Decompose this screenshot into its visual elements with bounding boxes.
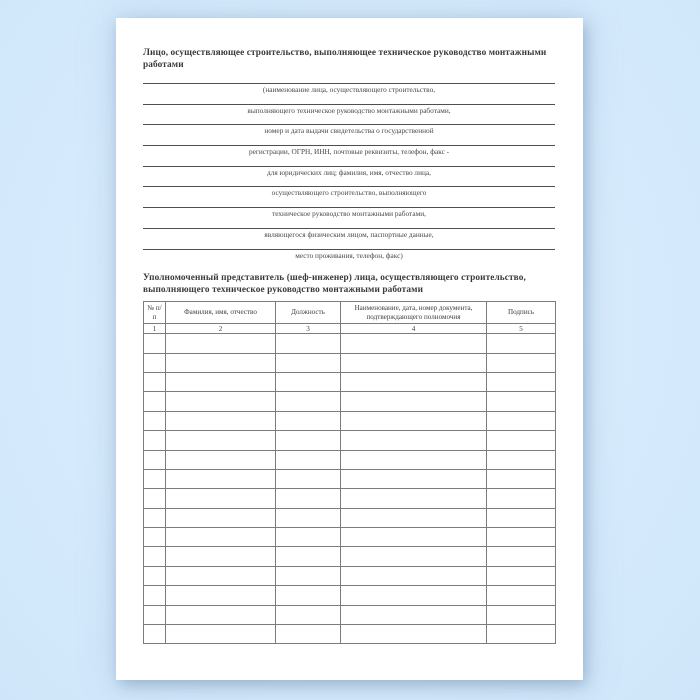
table-cell [487, 411, 556, 430]
table-cell [166, 353, 276, 372]
table-cell [276, 469, 341, 488]
section1-title: Лицо, осуществляющее строительство, выполняющее техническое руководство монтажными работами [143, 48, 547, 70]
table-cell [144, 547, 166, 566]
col-header-signature: Подпись [487, 302, 556, 324]
section2-title: Уполномоченный представитель (шеф-инженер) лица, осуществляющего строительство, выполняющего техническое руководство монтажными работами [143, 273, 526, 296]
table-cell [144, 605, 166, 624]
table-row [144, 334, 556, 353]
table-cell [144, 566, 166, 585]
table-cell [276, 528, 341, 547]
table-cell [341, 411, 487, 430]
blank-line-caption: являющегося физическим лицом, паспортные данные, [264, 229, 434, 239]
table-cell [166, 547, 276, 566]
blank-line-caption: осуществляющего строительство, выполняющего [271, 188, 427, 198]
table-row [144, 528, 556, 547]
blank-line-unit [143, 207, 555, 228]
table-row [144, 605, 556, 624]
column-number: 4 [341, 324, 487, 334]
table-cell [276, 334, 341, 353]
table-row [144, 566, 556, 585]
table-cell [341, 489, 487, 508]
table-cell [166, 586, 276, 605]
table-cell [276, 605, 341, 624]
table-cell [341, 528, 487, 547]
table-cell [487, 450, 556, 469]
table-row [144, 586, 556, 605]
table-cell [487, 566, 556, 585]
table-cell [144, 431, 166, 450]
table-row [144, 372, 556, 391]
table-header-row [144, 302, 556, 324]
blank-line-unit [143, 228, 555, 249]
table-cell [144, 353, 166, 372]
table-row [144, 392, 556, 411]
col-header-number: № п/п [144, 302, 166, 324]
table-cell [487, 392, 556, 411]
table-cell [144, 392, 166, 411]
table-cell [276, 586, 341, 605]
table-cell [341, 334, 487, 353]
table-row [144, 489, 556, 508]
table-cell [166, 334, 276, 353]
table-cell [276, 566, 341, 585]
blank-line-caption: выполняющего техническое руководство монтажными работами, [247, 105, 451, 115]
table-cell [166, 450, 276, 469]
table-cell [341, 392, 487, 411]
col-header-document: Наименование, дата, номер документа, подтверждающего полномочия [341, 302, 487, 324]
table-row [144, 547, 556, 566]
table-cell [144, 372, 166, 391]
table-cell [487, 372, 556, 391]
table-row [144, 431, 556, 450]
table-row [144, 469, 556, 488]
table-cell [166, 508, 276, 527]
table-cell [144, 586, 166, 605]
column-number: 1 [144, 324, 166, 334]
table-cell [487, 431, 556, 450]
blank-line-unit [143, 186, 555, 207]
table-cell [144, 334, 166, 353]
table-cell [341, 586, 487, 605]
table-row [144, 508, 556, 527]
blank-line-caption: номер и дата выдачи свидетельства о государственной [264, 126, 434, 136]
table-cell [276, 547, 341, 566]
blank-line-unit [143, 104, 555, 125]
table-cell [341, 469, 487, 488]
table-cell [487, 334, 556, 353]
table-cell [487, 508, 556, 527]
table-cell [341, 566, 487, 585]
column-numbers-row [144, 324, 556, 334]
table-cell [487, 547, 556, 566]
table-cell [276, 508, 341, 527]
col-header-name: Фамилия, имя, отчество [166, 302, 276, 324]
table-cell [341, 547, 487, 566]
table-cell [487, 353, 556, 372]
table-cell [341, 431, 487, 450]
table-cell [341, 508, 487, 527]
table-cell [144, 489, 166, 508]
table-cell [166, 372, 276, 391]
column-number: 2 [166, 324, 276, 334]
table-cell [276, 450, 341, 469]
table-row [144, 450, 556, 469]
table-cell [487, 625, 556, 644]
col-header-position: Должность [276, 302, 341, 324]
table-cell [144, 508, 166, 527]
blank-line-caption: (наименование лица, осуществляющего строительство, [262, 85, 436, 94]
table-cell [144, 528, 166, 547]
table-row [144, 411, 556, 430]
table-body [144, 334, 556, 644]
blank-line-caption: место проживания, телефон, факс) [295, 250, 403, 260]
table-cell [166, 489, 276, 508]
table-cell [487, 489, 556, 508]
table-cell [341, 450, 487, 469]
table-cell [276, 411, 341, 430]
blank-line-unit [143, 145, 555, 166]
table-cell [487, 605, 556, 624]
table-cell [166, 528, 276, 547]
table-cell [144, 411, 166, 430]
representatives-table [143, 301, 556, 644]
table-cell [166, 469, 276, 488]
table-cell [166, 392, 276, 411]
blank-line-unit [143, 83, 555, 104]
document-content [143, 47, 555, 644]
table-cell [276, 353, 341, 372]
table-cell [341, 353, 487, 372]
table-cell [144, 469, 166, 488]
table-cell [144, 625, 166, 644]
table-cell [341, 625, 487, 644]
table-cell [487, 469, 556, 488]
table-row [144, 625, 556, 644]
table-cell [276, 625, 341, 644]
table-row [144, 353, 556, 372]
table-cell [144, 450, 166, 469]
blank-line-caption: регистрации, ОГРН, ИНН, почтовые реквизиты, телефон, факс - [248, 147, 450, 157]
table-cell [276, 431, 341, 450]
blank-line-unit [143, 124, 555, 145]
blank-line-unit [143, 249, 555, 270]
column-number: 5 [487, 324, 556, 334]
table-cell [166, 625, 276, 644]
table-cell [166, 411, 276, 430]
table-cell [166, 605, 276, 624]
table-cell [487, 586, 556, 605]
column-number: 3 [276, 324, 341, 334]
table-cell [276, 372, 341, 391]
table-cell [341, 605, 487, 624]
table-cell [341, 372, 487, 391]
table-cell [276, 392, 341, 411]
table-cell [276, 489, 341, 508]
blank-lines-block [143, 83, 555, 269]
table-cell [166, 566, 276, 585]
table-cell [487, 528, 556, 547]
document-page [116, 18, 583, 680]
blank-line-caption: для юридических лиц; фамилия, имя, отчество лица, [267, 167, 431, 177]
blank-line-caption: техническое руководство монтажными работами, [272, 209, 426, 219]
blank-line-unit [143, 166, 555, 187]
table-cell [166, 431, 276, 450]
